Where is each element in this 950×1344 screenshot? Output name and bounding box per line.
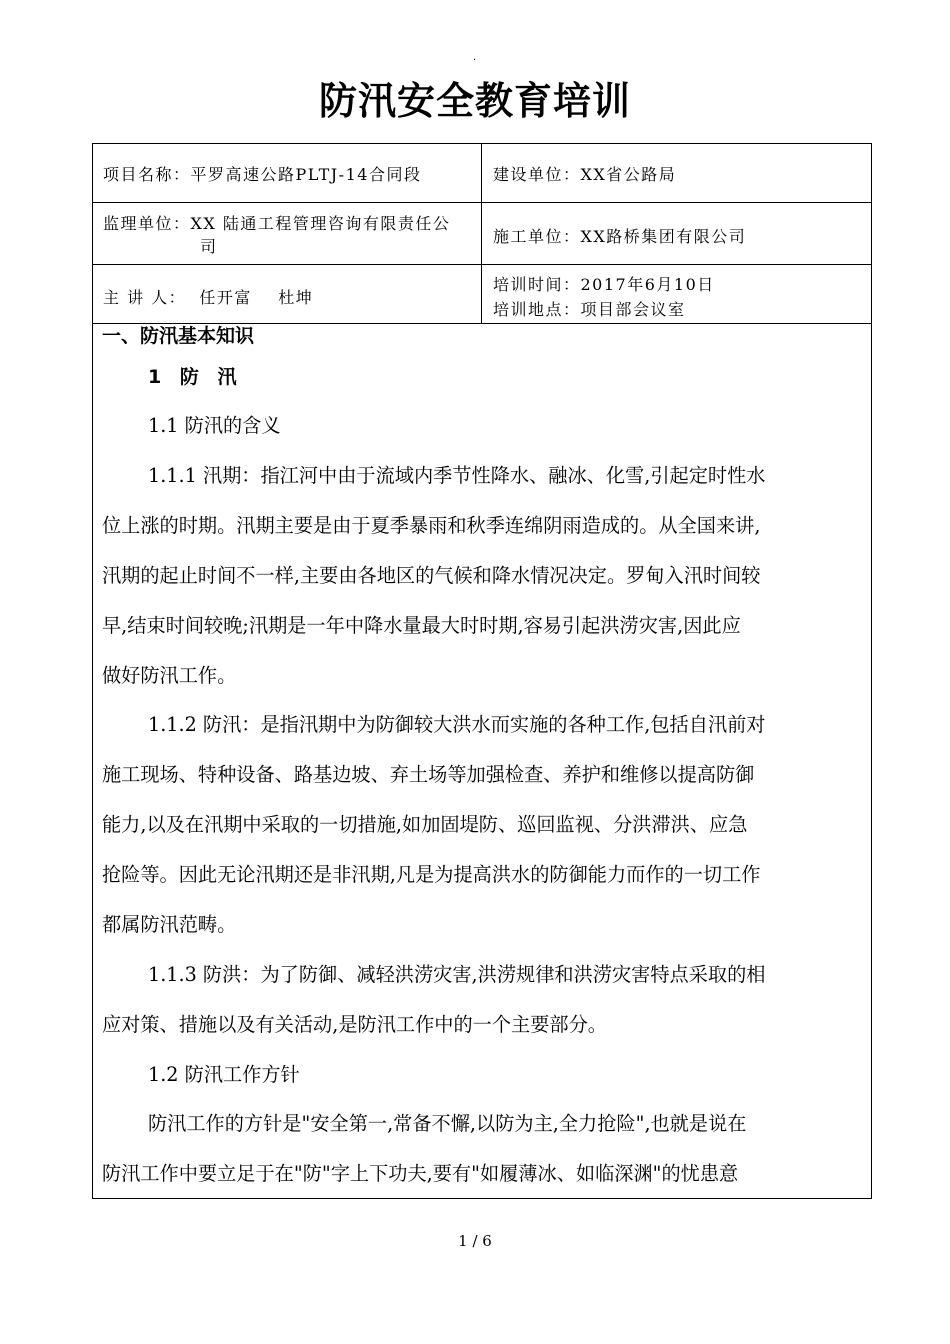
paragraph-line: 早,结束时间较晚;汛期是一年中降水量最大时时期,容易引起洪涝灾害,因此应 [102, 614, 741, 637]
paragraph-line: 汛期的起止时间不一样,主要由各地区的气候和降水情况决定。罗甸入汛时间较 [102, 564, 761, 587]
paragraph-line: 能力,以及在汛期中采取的一切措施,如加固堤防、巡回监视、分洪滞洪、应急 [102, 813, 748, 836]
paragraph-1-1-3 [102, 950, 864, 1050]
heading-1-1 [102, 401, 864, 451]
training-form [92, 143, 872, 1199]
paragraph-line: 防汛工作的方针是"安全第一,常备不懈,以防为主,全力抢险",也就是说在 [148, 1112, 747, 1135]
paragraph-line: 抢险等。因此无论汛期还是非汛期,凡是为提高洪水的防御能力而作的一切工作 [102, 863, 761, 886]
table-column-divider [481, 144, 482, 324]
paragraph-line: 1.1.2 防汛：是指汛期中为防御较大洪水而实施的各种工作,包括自汛前对 [148, 713, 766, 736]
subsection-heading: 1 防 汛 [148, 366, 240, 388]
paragraph-line: 应对策、措施以及有关活动,是防汛工作中的一个主要部分。 [102, 1013, 607, 1036]
paragraph-line: 1.2 防汛工作方针 [148, 1063, 300, 1086]
paragraph-line: 防汛工作中要立足于在"防"字上下功夫,要有"如履薄冰、如临深渊"的忧患意 [102, 1162, 739, 1185]
supervisor-line-1: 监理单位：XX 陆通工程管理咨询有限责任公 [103, 214, 451, 233]
paragraph-line: 做好防汛工作。 [102, 664, 237, 687]
page-marker: · [473, 55, 477, 66]
training-time-cell: 培训时间：2017年6月10日 [493, 275, 715, 294]
document-title: 防汛安全教育培训 [318, 79, 631, 123]
supervisor-line-2: 司 [200, 237, 218, 256]
paragraph-1-1-1 [102, 451, 864, 701]
training-place-cell: 培训地点：项目部会议室 [493, 300, 686, 319]
paragraph-1-2 [102, 1099, 864, 1199]
table-divider [93, 202, 871, 203]
supervisor-cell [103, 212, 450, 258]
owner-cell: 建设单位：XX省公路局 [493, 165, 677, 184]
contractor-cell: 施工单位：XX路桥集团有限公司 [493, 227, 747, 246]
heading-1-2 [102, 1050, 864, 1100]
paragraph-line: 1.1.3 防洪：为了防御、减轻洪涝灾害,洪涝规律和洪涝灾害特点采取的相 [148, 963, 766, 986]
paragraph-line: 施工现场、特种设备、路基边坡、弃土场等加强检查、养护和维修以提高防御 [102, 763, 755, 786]
paragraph-line: 1.1 防汛的含义 [148, 414, 281, 437]
page-number: 1 / 6 [458, 1232, 492, 1250]
paragraph-1-1-2 [102, 700, 864, 950]
table-divider [93, 264, 871, 265]
project-name-cell: 项目名称：平罗高速公路PLTJ-14合同段 [103, 165, 422, 184]
paragraph-line: 1.1.1 汛期：指江河中由于流域内季节性降水、融冰、化雪,引起定时性水 [148, 464, 766, 487]
section-heading: 一、防汛基本知识 [102, 325, 255, 347]
lecturer-cell: 主 讲 人： 任开富 杜坤 [103, 288, 314, 307]
paragraph-line: 都属防汛范畴。 [102, 913, 237, 936]
paragraph-line: 位上涨的时期。汛期主要是由于夏季暴雨和秋季连绵阴雨造成的。从全国来讲, [102, 514, 761, 537]
